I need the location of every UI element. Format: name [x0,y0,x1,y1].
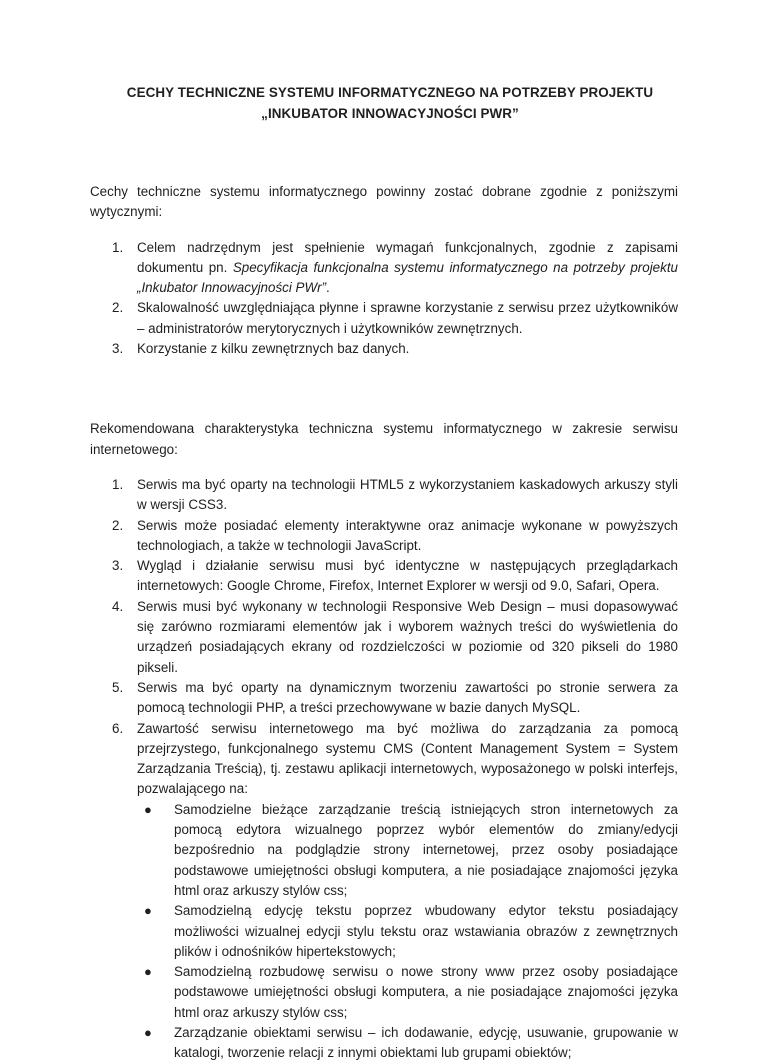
list-item [90,597,678,678]
bullet-text: Samodzielną edycję tekstu poprzez wbudowany edytor tekstu posiadający możliwości wizualnej edycji stylu tekstu oraz wstawiania obrazów z zewnętrznych plików i odnośników hipertekstowych; [174,903,678,959]
cms-features-list [90,800,678,1064]
list-number: 1. [112,239,124,255]
list-text: Serwis musi być wykonany w technologii Responsive Web Design – musi dopasowywać się zarówno rozmiarami elementów jak i wyborem ważnych treści do wyświetlenia do urządzeń posiadających ekrany od rozdzielczości w poziomie od 320 pikseli do 1980 pikseli. [137,598,678,675]
list-number: 6. [112,720,124,736]
characteristics-list [90,475,678,800]
list-text: Celem nadrzędnym jest spełnienie wymagań funkcjonalnych, zgodnie z zapisami dokumentu pn. [137,239,678,275]
list-item [90,298,678,339]
bullet-icon: ● [144,903,152,919]
bullet-item [90,1023,678,1064]
bullet-icon: ● [144,801,152,817]
list-number: 5. [112,679,124,695]
list-text: Korzystanie z kilku zewnętrznych baz danych. [137,341,410,357]
list-number: 2. [112,517,124,533]
bullet-item [90,962,678,1023]
intro-paragraph-2: Rekomendowana charakterystyka techniczna systemu informatycznego w zakresie serwisu internetowego: [90,421,678,457]
list-number: 4. [112,598,124,614]
bullet-item [90,901,678,962]
list-item [90,238,678,299]
list-text: Serwis ma być oparty na dynamicznym tworzeniu zawartości po stronie serwera za pomocą technologii PHP, a treści przechowywane w bazie danych MySQL. [137,679,678,716]
document-reference: Specyfikacja funkcjonalna systemu informatycznego na potrzeby projektu „Inkubator Innowacyjności PWr” [137,259,678,296]
bullet-item [90,800,678,901]
list-text: Skalowalność uwzględniająca płynne i sprawne korzystanie z serwisu przez użytkowników – administratorów merytorycznych i użytkowników zewnętrznych. [137,300,678,336]
bullet-text: Samodzielną rozbudowę serwisu o nowe strony www przez osoby posiadające podstawowe umiejętności obsługi komputera, a nie posiadające znajomości języka html oraz arkuszy stylów css; [174,964,678,1020]
list-item [90,339,678,359]
intro-paragraph-1: Cechy techniczne systemu informatycznego powinny zostać dobrane zgodnie z poniższymi wytycznymi: [90,184,678,220]
list-item [90,556,678,597]
list-number: 3. [112,341,124,357]
list-text: Serwis ma być oparty na technologii HTML5 z wykorzystaniem kaskadowych arkuszy styli w wersji CSS3. [137,476,678,513]
document-title: CECHY TECHNICZNE SYSTEMU INFORMATYCZNEGO NA POTRZEBY PROJEKTU „INKUBATOR INNOWACYJNOŚCI PWR” [126,85,654,121]
bullet-text: Samodzielne bieżące zarządzanie treścią istniejących stron internetowych za pomocą edytora wizualnego poprzez wybór elementów do zmiany/edycji bezpośrednio na podglądzie strony internetowej, przez osoby posiadające podstawowe umiejętności obsługi komputera, a nie posiadające znajomości języka html oraz arkuszy stylów css; [174,801,678,898]
list-number: 1. [112,476,124,492]
list-item [90,516,678,557]
list-item [90,678,678,719]
list-number: 3. [112,558,124,574]
list-text: Wygląd i działanie serwisu musi być identyczne w następujących przeglądarkach internetowych: Google Chrome, Firefox, Internet Explorer w wersji od 9.0, Safari, Opera. [137,558,678,594]
requirements-list [90,238,678,360]
list-item [90,475,678,516]
list-text: Zawartość serwisu internetowego ma być możliwa do zarządzania za pomocą przejrzystego, funkcjonalnego systemu CMS (Content Management System = System Zarządzania Treścią), tj. zestawu aplikacji internetowych, wyposażonego w polski interfejs, pozwalającego na: [137,720,678,797]
list-number: 2. [112,300,124,316]
bullet-icon: ● [144,964,152,980]
list-item [90,719,678,800]
list-text: Serwis może posiadać elementy interaktywne oraz animacje wykonane w powyższych technologiach, a także w technologii JavaScript. [137,517,678,553]
bullet-text: Zarządzanie obiektami serwisu – ich dodawanie, edycję, usuwanie, grupowanie w katalogi, tworzenie relacji z innymi obiektami lub grupami obiektów; [174,1024,678,1061]
list-text-end: . [326,280,330,296]
bullet-icon: ● [144,1024,152,1040]
